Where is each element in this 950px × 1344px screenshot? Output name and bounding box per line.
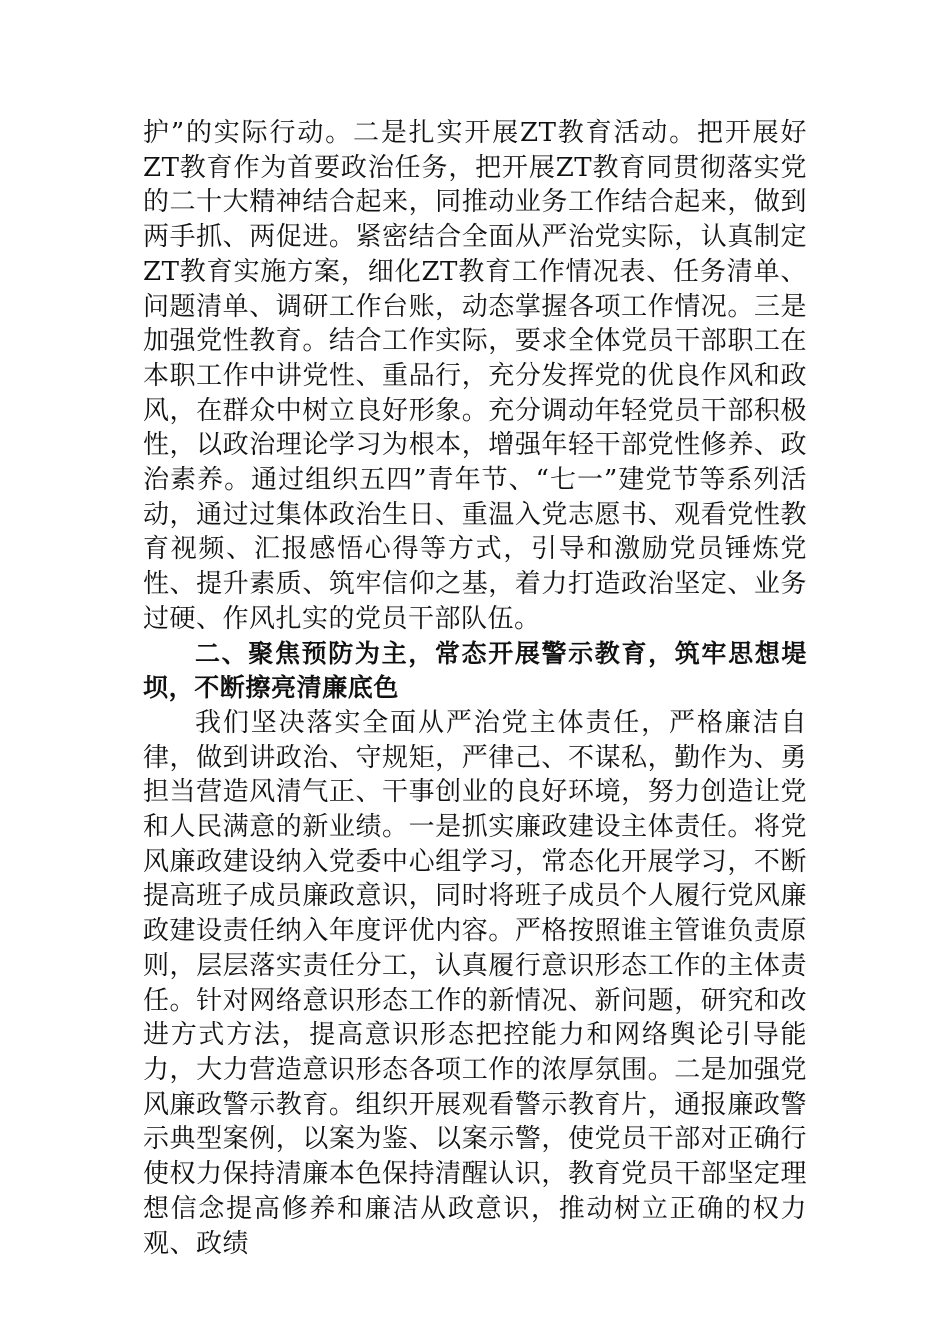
section-heading-2: 二、聚焦预防为主，常态开展警示教育，筑牢思想堤坝，不断擦亮清廉底色: [143, 638, 807, 703]
body-paragraph-continued: 护”的实际行动。二是扎实开展ZT教育活动。把开展好ZT教育作为首要政治任务，把开展ZT教育同贯彻落实党的二十大精神结合起来，同推动业务工作结合起来，做到两手抓、两促进。紧密结合全面从严治党实际，认真制定ZT教育实施方案，细化ZT教育工作情况表、任务清单、问题清单、调研工作台账，动态掌握各项工作情况。三是加强党性教育。结合工作实际，要求全体党员干部职工在本职工作中讲党性、重品行，充分发挥党的优良作风和政风，在群众中树立良好形象。充分调动年轻党员干部积极性，以政治理论学习为根本，增强年轻干部党性修养、政治素养。通过组织五四”青年节、“七一”建党节等系列活动，通过过集体政治生日、重温入党志愿书、观看党性教育视频、汇报感悟心得等方式，引导和激励党员锤炼党性、提升素质、筑牢信仰之基，着力打造政治坚定、业务过硬、作风扎实的党员干部队伍。: [143, 118, 807, 634]
document-page: [143, 116, 807, 1261]
body-paragraph-section-2: 我们坚决落实全面从严治党主体责任，严格廉洁自律，做到讲政治、守规矩，严律己、不谋私，勤作为、勇担当营造风清气正、干事创业的良好环境，努力创造让党和人民满意的新业绩。一是抓实廉政建设主体责任。将党风廉政建设纳入党委中心组学习，常态化开展学习，不断提高班子成员廉政意识，同时将班子成员个人履行党风廉政建设责任纳入年度评优内容。严格按照谁主管谁负责原则，层层落实责任分工，认真履行意识形态工作的主体责任。针对网络意识形态工作的新情况、新问题，研究和改进方式方法，提高意识形态把控能力和网络舆论引导能力，大力营造意识形态各项工作的浓厚氛围。二是加强党风廉政警示教育。组织开展观看警示教育片，通报廉政警示典型案例，以案为鉴、以案示警，使党员干部对正确行使权力保持清廉本色保持清醒认识，教育党员干部坚定理想信念提高修养和廉洁从政意识，推动树立正确的权力观、政绩: [143, 707, 807, 1259]
